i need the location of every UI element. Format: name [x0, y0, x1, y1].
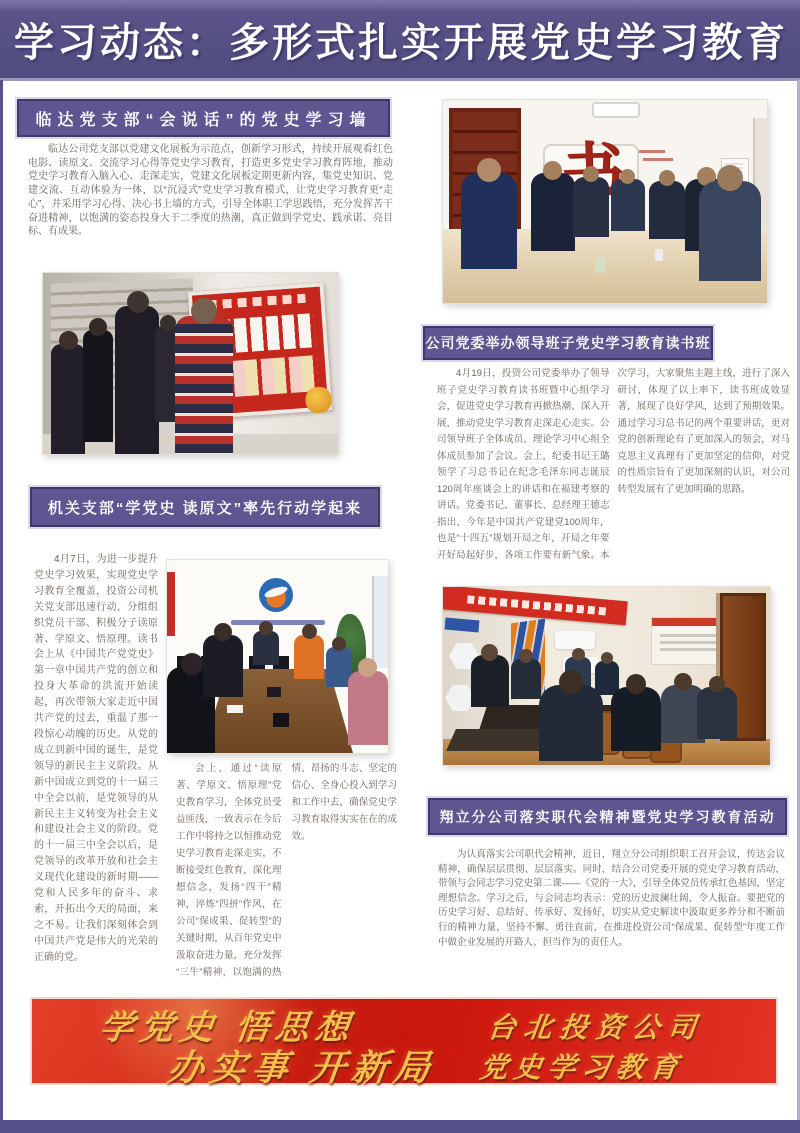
section-title-xiangli	[428, 798, 787, 835]
photo4-person	[595, 661, 619, 695]
photo4-person-head	[519, 649, 533, 663]
section-title-text: 翔立分公司落实职代会精神暨党史学习教育活动	[439, 808, 776, 825]
photo2-cup	[655, 249, 663, 261]
footer-slogan-banner	[32, 999, 776, 1088]
photo2-person-head	[620, 169, 635, 184]
photo3-person-head	[332, 637, 346, 651]
photo1-person-head	[59, 331, 78, 350]
photo3-table-item	[273, 713, 289, 727]
photo1-person	[51, 344, 85, 454]
section-title-text: 公司党委举办领导班子党史学习教育读书班	[425, 335, 711, 351]
section-col2-jiguan: 会上，通过“读原著、学原文、悟原理”党史教育学习，全体党员受益匪浅，一致表示在今后工作中将持之以恒推动党史学习教育走深走实，不断接受红色教育，深化理想信念，发扬“四干”精神，淬炼“四拼”作风，在公司“保成果、促转型”的关键时期，从百年党史中汲取奋进力量，充分发挥“三牛”精神，以饱满的热情、昂扬的斗志、坚定的信心、全身心投入到学习和工作中去，确保党史学习教育取得实实在在的成效。	[176, 763, 397, 978]
footer-slogan-line1: 学党史 悟思想	[97, 1009, 358, 1047]
photo4-person-head	[626, 674, 646, 694]
photo4-poster-lines	[660, 634, 718, 654]
footer-org-line1: 台北投资公司	[485, 1012, 706, 1043]
photo3-window	[372, 576, 388, 668]
section-col1-jiguan: 4月7日，为进一步提升党史学习效果，实现党史学习教育全覆盖，投资公司机关党支部迅速行动，分组组织党员干部、积极分子读原著、学原文、悟原理。读书会上从《中国共产党党史》第一章中国共产党的创立和投身大革命的洪流开始读起，再次带领大家走近中国共产党的过去，重温了那一段惊心动魄的历史。从党的成立到新中国的诞生，是党领导的新民主主义阶段。从新中国成立到党的十一届三中全会以前，是党领导的从新民主主义转变为社会主义和建设社会主义的阶段。党的十一届三中全会以后，是党领导的改革开放和社会主义现代化建设的新时期——党和人民多年的奋斗、求索，开拓出今天的局面，来之不易。让我们深刻体会到中国共产党是伟大的光荣的正确的党。	[34, 554, 158, 963]
photo2-ceiling-light	[592, 102, 640, 118]
photo-branch-meeting	[167, 560, 388, 753]
photo1-person-striped-sweater	[175, 316, 233, 454]
photo2-person	[611, 179, 645, 231]
photo4-banner-text-marks	[467, 595, 607, 615]
photo4-person	[697, 687, 737, 739]
footer-slogan-line2: 办实事 开新局	[165, 1047, 439, 1088]
photo4-person	[511, 659, 541, 699]
photo3-person	[203, 635, 243, 697]
photo2-person	[531, 173, 575, 251]
photo-party-history-wall	[43, 273, 338, 454]
photo2-red-caption-line	[643, 158, 673, 161]
photo3-person-orange	[294, 635, 324, 679]
footer-org-line2: 党史学习教育	[477, 1052, 686, 1083]
photo3-company-logo	[259, 578, 293, 612]
photo4-wall-plate	[555, 631, 595, 649]
photo3-person-head	[358, 658, 377, 677]
photo1-person-head	[191, 298, 217, 324]
photo2-person-head	[717, 165, 743, 191]
photo4-person-head	[601, 652, 613, 664]
photo4-person	[539, 685, 603, 761]
photo1-person	[115, 306, 159, 454]
photo3-paper	[227, 705, 243, 713]
section-body-dangwei: 4月19日，投资公司党委举办了领导班子党史学习教育读书班暨中心组学习会，促进党史学习教育再掀热潮、深入开展，推动党史学习教育走深走心走实。公司领导班子全体成员、理论学习中心组全体成员参加了会议。会上，纪委书记王璐领学了习总书记在纪念毛泽东同志诞辰120周年座谈会上的讲话和在福建考察的讲话。党委书记、董事长、总经理王德志指出，今年是中国共产党建党100周年，也是“十四五”规划开局之年，开局之年要开好局起好步，各项工作要有新气象。本次学习，大家聚焦主题主线，进行了深入研讨，体现了以上率下，读书班成效显著，展现了良好学风，达到了预期效果。通过学习习总书记的两个重要讲话，更对党的创新理论有了更加深入的领会，对马克思主义真理有了更加坚定的信仰，对党的性质宗旨有了更加深刻的认识，对公司转型发展有了更加明确的思路。	[437, 368, 790, 561]
section-title-jiguan-reading	[30, 487, 380, 527]
photo2-person	[649, 181, 685, 239]
photo3-person-head	[214, 623, 232, 641]
photo1-person-head	[89, 318, 107, 336]
photo3-person	[253, 631, 279, 665]
left-border-line	[0, 80, 3, 1133]
section-title-text: 机关支部“学党史 读原文”率先行动学起来	[47, 499, 363, 517]
photo4-person-head	[709, 676, 725, 692]
photo2-red-caption-line	[639, 150, 665, 153]
photo4-person-head	[572, 648, 585, 661]
photo2-person	[699, 181, 761, 281]
photo2-person	[573, 177, 609, 237]
photo1-lion-decoration	[305, 386, 333, 414]
photo4-person	[471, 655, 509, 707]
photo2-person-head	[543, 161, 562, 180]
section-title-text: 临达党支部“会说话”的党史学习墙	[35, 111, 372, 129]
section-body-linda-wall: 临达公司党支部以党建文化展板为示范点，创新学习形式，持续开展观看红色电影、读原文、交流学习心得等党史学习教育，打造更多党史学习教育阵地，推动党史学习教育入脑入心、走深走实，党建文化展板定期更新内容，集党史知识、党建交流、互动体验为一体，以“沉浸式”党史学习教育模式，让党史学习教育更“走心”，并采用学习心得、决心书上墙的方式，引导全体职工学思践悟，充分发挥苦干奋进精神，以饱满的姿态投身大干二季度的热潮，真正做到学党史、践承诺、亮目标、有成果。	[28, 144, 393, 238]
page-title: 学习动态：多形式扎实开展党史学习教育	[14, 20, 788, 65]
section-body-xiangli: 为认真落实公司职代会精神，近日，翔立分公司组织职工召开会议，传达会议精神，确保层层贯彻、层层落实。同时，结合公司党委开展的党史学习教育活动，带领与会同志学习党史第二课——《党的一大》，引导全体党员传承红色基因，坚定理想信念。学习之后，与会同志均表示：党的历史波澜壮阔，令人振奋。要把党的历史学习好、总结好、传承好、发扬好，切实从党史解读中汲取更多养分和不断前行的精神力量，坚持不懈、勇往直前，在推进投资公司“保成果、促转型”年度工作中做企业发展的开路人、担当作为的责任人。	[438, 849, 785, 948]
photo4-person	[611, 687, 661, 751]
photo-xiangli-meeting	[443, 587, 770, 765]
photo3-person-pink	[348, 671, 388, 745]
photo3-person-head	[259, 621, 273, 635]
section-title-linda-wall	[17, 99, 390, 137]
photo2-person	[461, 173, 517, 269]
photo4-person-head	[481, 644, 498, 661]
photo3-table-item	[267, 687, 281, 697]
photo1-person-head	[160, 315, 176, 331]
photo3-person-head	[302, 624, 317, 639]
photo2-person-head	[583, 166, 599, 182]
photo4-person-head	[674, 673, 692, 691]
bottom-border-strip	[0, 1120, 800, 1133]
photo-reading-room	[443, 100, 767, 303]
photo3-red-poster-edge	[167, 572, 175, 636]
photo3-logo-swoosh	[263, 584, 288, 599]
photo3-person-head	[181, 653, 203, 675]
photo2-person-head	[659, 170, 675, 186]
masthead-banner	[0, 0, 800, 81]
photo2-cup	[595, 257, 605, 273]
section-title-dangwei-readclass	[423, 326, 713, 360]
photo2-person-head	[477, 158, 501, 182]
photo1-person	[83, 330, 113, 442]
photo1-person-head	[127, 291, 149, 313]
photo1-board-title-row	[208, 294, 306, 310]
photo4-person-head	[559, 670, 583, 694]
